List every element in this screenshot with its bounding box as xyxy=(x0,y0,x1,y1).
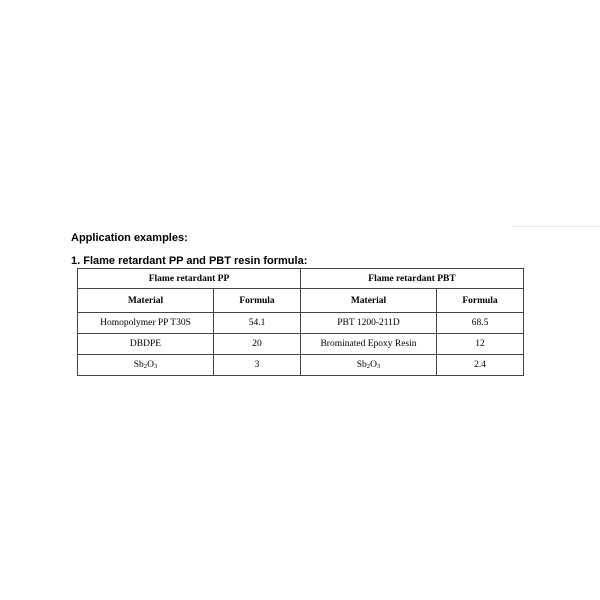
table-row xyxy=(78,334,524,355)
column-header-formula: Formula xyxy=(214,289,301,313)
column-header-formula: Formula xyxy=(437,289,524,313)
column-header-material: Material xyxy=(78,289,214,313)
table-cell: 2.4 xyxy=(437,355,524,376)
group-header-pp: Flame retardant PP xyxy=(78,269,301,289)
table-row xyxy=(78,313,524,334)
table-cell: Brominated Epoxy Resin xyxy=(301,334,437,355)
group-header-pbt: Flame retardant PBT xyxy=(301,269,524,289)
section-heading: Application examples: xyxy=(71,232,188,244)
table-caption: 1. Flame retardant PP and PBT resin formula: xyxy=(71,255,308,267)
table-row xyxy=(78,355,524,376)
table-cell: Homopolymer PP T30S xyxy=(78,313,214,334)
table-cell: 68.5 xyxy=(437,313,524,334)
column-header-material: Material xyxy=(301,289,437,313)
table-cell: DBDPE xyxy=(78,334,214,355)
table-cell: PBT 1200-211D xyxy=(301,313,437,334)
formula-table xyxy=(77,268,524,376)
column-header-row xyxy=(78,289,524,313)
divider-line xyxy=(512,226,600,227)
table-cell: 20 xyxy=(214,334,301,355)
table-cell: 3 xyxy=(214,355,301,376)
table-cell-sb2o3: $Sb_2O_3$ xyxy=(78,355,214,376)
table-cell: 12 xyxy=(437,334,524,355)
table-cell: 54.1 xyxy=(214,313,301,334)
group-header-row xyxy=(78,269,524,289)
table-cell-sb2o3: $Sb_2O_3$ xyxy=(301,355,437,376)
